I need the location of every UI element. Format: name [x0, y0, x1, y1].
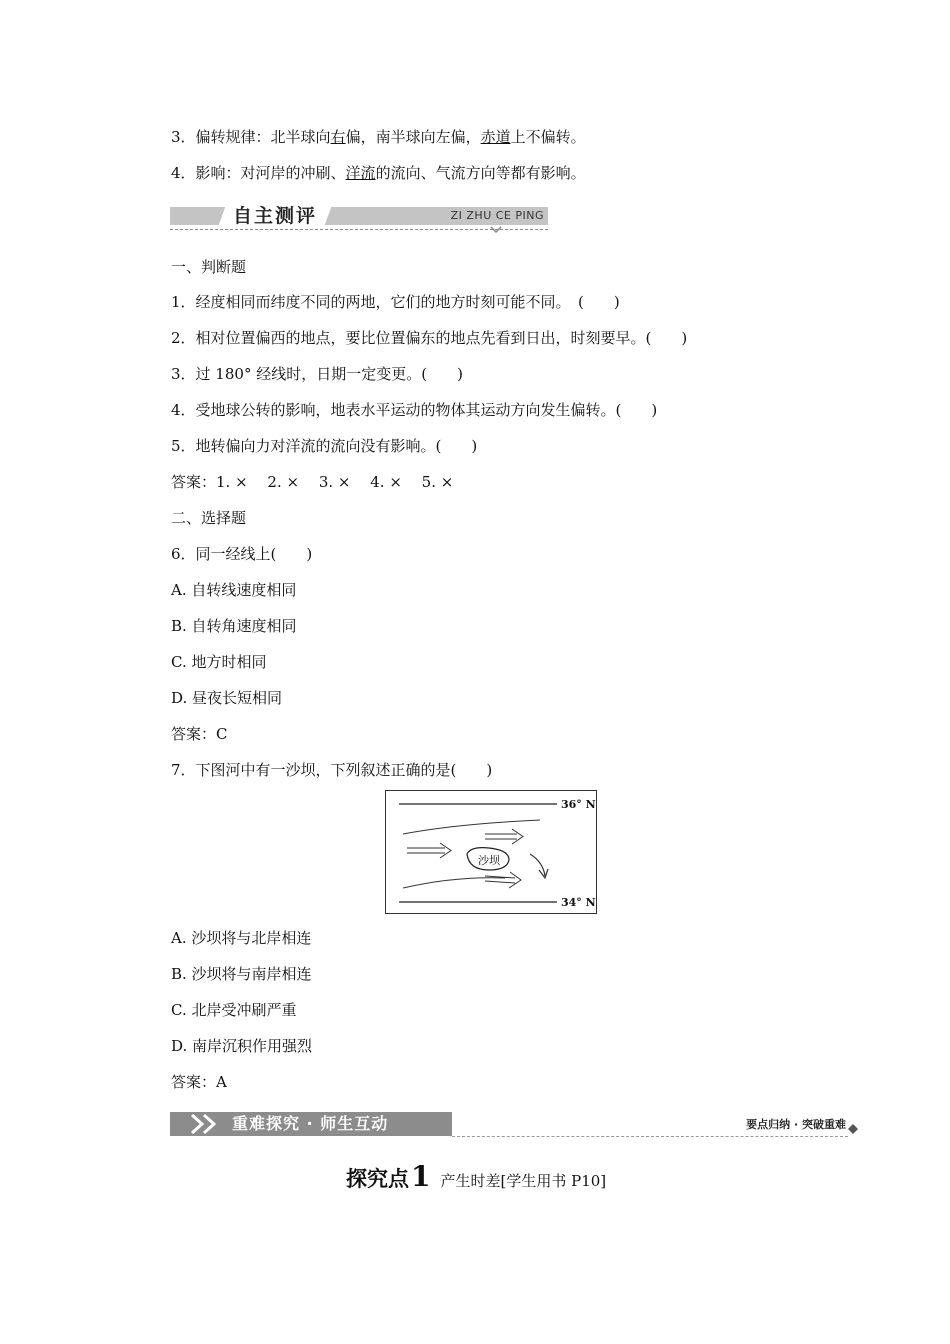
double-chevron-right-icon	[190, 1114, 224, 1134]
rule-line-3-suffix: 上不偏转。	[510, 128, 586, 146]
rule-line-4	[171, 163, 586, 183]
banner-title: 自主测评	[232, 205, 317, 227]
banner-divider	[452, 1136, 848, 1137]
question-6-option-b: B. 自转角速度相同	[171, 617, 297, 635]
rule-line-4-suffix: 的流向、气流方向等都有影响。	[375, 164, 586, 182]
diamond-icon	[848, 1124, 858, 1134]
judge-heading: 一、判断题	[171, 258, 247, 276]
underlined-right: 右	[330, 128, 346, 146]
judge-answer: 答案：1. × 2. × 3. × 4. × 5. ×	[171, 473, 454, 491]
question-6-stem: 6．同一经线上( )	[171, 545, 313, 563]
explore-label: 探究点	[346, 1167, 409, 1191]
underlined-ocean-current: 洋流	[345, 164, 376, 182]
judge-item-5: 5．地转偏向力对洋流的流向没有影响。( )	[171, 437, 478, 455]
question-7-option-c: C. 北岸受冲刷严重	[171, 1001, 297, 1019]
judge-item-3: 3．过 180° 经线时，日期一定变更。( )	[171, 365, 463, 383]
judge-item-4: 4．受地球公转的影响，地表水平运动的物体其运动方向发生偏转。( )	[171, 401, 658, 419]
rule-line-3-prefix: 3．偏转规律：北半球向	[171, 128, 331, 146]
banner-subtitle: ZI ZHU CE PING	[450, 209, 544, 222]
question-7-option-b: B. 沙坝将与南岸相连	[171, 965, 312, 983]
rule-line-4-prefix: 4．影响：对河岸的冲刷、	[171, 164, 346, 182]
latitude-34-label: 34° N	[561, 896, 596, 909]
self-test-banner	[170, 204, 550, 234]
river-sandbar-figure	[385, 790, 597, 914]
explore-number: 1	[411, 1160, 431, 1193]
question-7-option-a: A. 沙坝将与北岸相连	[171, 929, 312, 947]
key-topics-banner	[170, 1110, 860, 1142]
latitude-36-label: 36° N	[561, 798, 596, 811]
choice-heading: 二、选择题	[171, 509, 247, 527]
rule-line-3	[171, 127, 586, 147]
banner-title: 重难探究 · 师生互动	[232, 1114, 389, 1133]
question-7-option-d: D. 南岸沉积作用强烈	[171, 1037, 313, 1055]
judge-item-1: 1．经度相同而纬度不同的两地，它们的地方时刻可能不同。 ( )	[171, 293, 620, 311]
question-6-option-a: A. 自转线速度相同	[171, 581, 297, 599]
judge-item-2: 2．相对位置偏西的地点，要比位置偏东的地点先看到日出，时刻要早。( )	[171, 329, 688, 347]
question-6-option-d: D. 昼夜长短相同	[171, 689, 283, 707]
rule-line-3-mid: 偏，南半球向左偏，	[345, 128, 481, 146]
explore-heading	[346, 1160, 606, 1193]
question-6-option-c: C. 地方时相同	[171, 653, 267, 671]
banner-title-box	[218, 204, 333, 228]
sandbar-label: 沙坝	[478, 854, 500, 867]
question-6-answer: 答案：C	[171, 725, 228, 743]
underlined-equator: 赤道	[480, 128, 511, 146]
chevron-down-icon	[490, 226, 502, 234]
question-7-answer: 答案：A	[171, 1073, 227, 1091]
banner-right-text: 要点归纳 · 突破重难	[746, 1118, 846, 1131]
question-7-stem: 7．下图河中有一沙坝，下列叙述正确的是( )	[171, 761, 493, 779]
explore-text: 产生时差[学生用书 P10]	[440, 1172, 607, 1190]
